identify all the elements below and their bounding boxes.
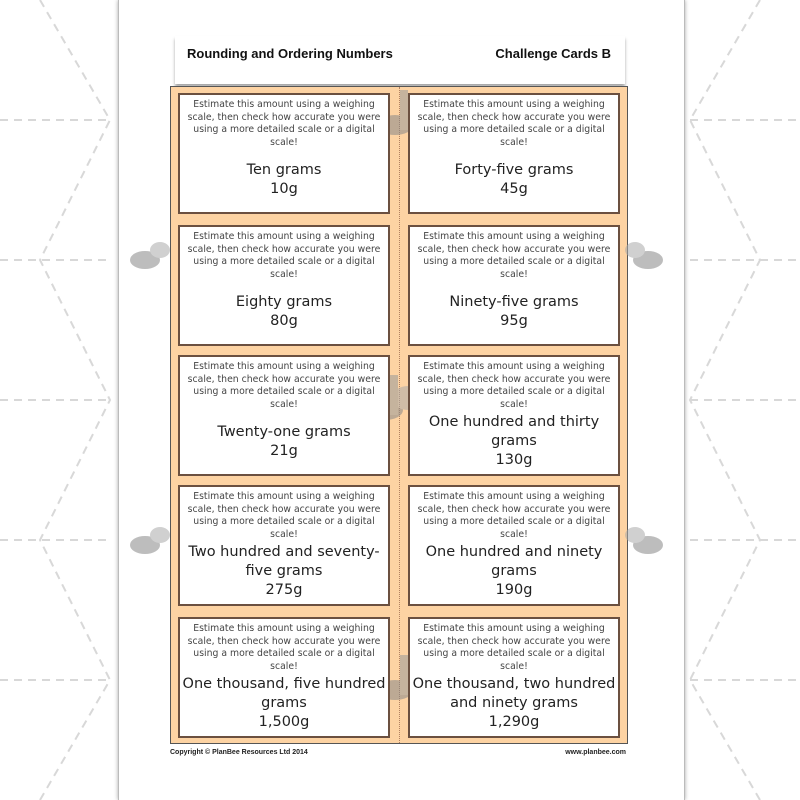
copyright: Copyright © PlanBee Resources Ltd 2014 [170,749,308,756]
challenge-card [178,617,390,738]
challenge-card [178,355,390,476]
card-amount-words: Two hundred and seventy-five grams [188,544,380,579]
card-amount-words: Eighty grams [235,294,333,310]
card-amount-value: 45g [500,181,528,197]
card-amount-words: Ninety-five grams [449,294,579,310]
card-amount-value: 10g [270,181,298,197]
bee-watermark-icon [125,520,175,565]
card-amount-words: One thousand, five hundred grams [182,676,386,711]
worksheet-header [175,36,625,84]
challenge-card [408,93,620,214]
card-instruction: Estimate this amount using a weighing scale, then check how accurate you were using a more detailed scale or a digital scale! [187,491,381,540]
card-instruction: Estimate this amount using a weighing scale, then check how accurate you were using a more detailed scale or a digital scale! [417,361,611,410]
website: www.planbee.com [565,749,626,756]
card-amount-value: 1,500g [258,714,310,730]
card-amount-value: 95g [500,313,528,329]
challenge-card [178,485,390,606]
card-amount-value: 80g [270,313,298,329]
bee-watermark-icon [620,520,670,565]
card-amount-value: 1,290g [488,714,540,730]
card-instruction: Estimate this amount using a weighing scale, then check how accurate you were using a more detailed scale or a digital scale! [187,231,381,280]
card-amount-words: Twenty-one grams [217,424,351,440]
card-amount-words: One thousand, two hundred and ninety grams [412,676,616,711]
challenge-card [408,355,620,476]
worksheet-subtitle: Challenge Cards B [495,46,611,61]
card-instruction: Estimate this amount using a weighing scale, then check how accurate you were using a more detailed scale or a digital scale! [187,361,381,410]
challenge-card [178,93,390,214]
card-instruction: Estimate this amount using a weighing scale, then check how accurate you were using a more detailed scale or a digital scale! [417,491,611,540]
challenge-card [408,225,620,346]
challenge-card [408,617,620,738]
challenge-card [408,485,620,606]
bee-watermark-icon [620,235,670,280]
card-amount-words: Ten grams [246,162,322,178]
card-instruction: Estimate this amount using a weighing scale, then check how accurate you were using a more detailed scale or a digital scale! [187,623,381,672]
card-instruction: Estimate this amount using a weighing scale, then check how accurate you were using a more detailed scale or a digital scale! [187,99,381,148]
card-instruction: Estimate this amount using a weighing scale, then check how accurate you were using a more detailed scale or a digital scale! [417,231,611,280]
worksheet-title: Rounding and Ordering Numbers [187,46,393,61]
card-amount-value: 130g [495,452,533,468]
bee-watermark-icon [125,235,175,280]
card-amount-value: 275g [265,582,303,598]
card-amount-words: Forty-five grams [454,162,574,178]
card-amount-words: One hundred and thirty grams [428,414,600,449]
card-instruction: Estimate this amount using a weighing scale, then check how accurate you were using a more detailed scale or a digital scale! [417,623,611,672]
card-amount-words: One hundred and ninety grams [425,544,603,579]
card-instruction: Estimate this amount using a weighing scale, then check how accurate you were using a more detailed scale or a digital scale! [417,99,611,148]
card-amount-value: 21g [270,443,298,459]
card-amount-value: 190g [495,582,533,598]
challenge-card [178,225,390,346]
